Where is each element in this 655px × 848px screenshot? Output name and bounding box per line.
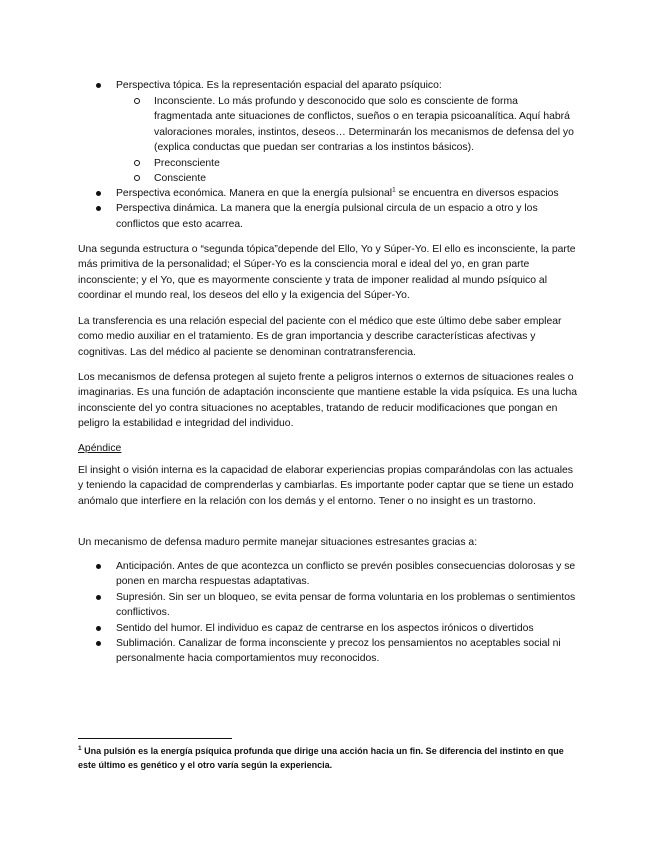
list-item-anticipacion: Anticipación. Antes de que acontezca un conflicto se prevén posibles consecuencias dolorosas y se ponen en marcha respuestas adaptativas. [116,559,578,590]
section-heading-apendice: Apéndice [78,443,122,454]
sublist-item-preconsciente: Preconsciente [154,156,574,171]
economica-text-end: se encuentra en diversos espacios [395,188,559,199]
topica-list [116,78,578,93]
list-item-dinamica: Perspectiva dinámica. La manera que la energía pulsional circula de un espacio a otro y los conflictos que esto acarrea. [116,201,578,232]
list-item-sublimacion: Sublimación. Canalizar de forma inconsciente y precoz los pensamientos no aceptables social ni personalmente hacia comportamientos muy reconocidos. [116,636,578,667]
list-item-economica [116,186,578,201]
paragraph-mecanismos: Los mecanismos de defensa protegen al sujeto frente a peligros internos o externos de situaciones reales o imaginarias. Es una función de adaptación inconsciente que mantiene estable la vida psíquica. Es una lucha inconsciente del yo contra situaciones no aceptables, tratando de reducir modificaciones que pongan en peligro la estabilidad e integridad del individuo. [78,372,578,430]
list-item-topica: Perspectiva tópica. Es la representación espacial del aparato psíquico: [116,78,578,93]
footnote-marker: 1 [78,745,82,752]
paragraph-transferencia: La transferencia es una relación especial del paciente con el médico que este último debe saber emplear como medio auxiliar en el tratamiento. Es de gran importancia y describe características afectivas y cognitivas. Las del médico al paciente se denominan contratransferencia. [78,316,562,358]
list-item-supresion: Supresión. Sin ser un bloqueo, se evita pensar de forma voluntaria en los problemas o sentimientos conflictivos. [116,590,578,621]
topica-sublist [154,94,574,186]
paragraph-insight: El insight o visión interna es la capacidad de elaborar experiencias propias comparándolas con las actuales y teniendo la capacidad de comprenderlas y cambiarlas. Es importante poder captar que se tiene un estado anómalo que interfiere en la relación con los demás y el entorno. Tener o no insight es un trastorno. [78,465,574,507]
sublist-item-consciente: Consciente [154,171,574,186]
sublist-item-inconsciente: Inconsciente. Lo más profundo y desconocido que solo es consciente de forma fragmentada ante situaciones de conflictos, sueños o en terapia psicoanalítica. Aquí habrá valoraciones morales, instintos, deseos… Determinarán los mecanismos de defensa del yo (explica conductas que puedan ser contrarias a los instintos básicos). [154,94,574,156]
footnote [78,744,578,772]
defensa-list [116,559,578,667]
economica-text: Perspectiva económica. Manera en que la energía pulsional [116,188,393,199]
footnote-divider [78,738,232,739]
paragraph-segunda-topica: Una segunda estructura o “segunda tópica”depende del Ello, Yo y Súper-Yo. El ello es inconsciente, la parte más primitiva de la personalidad; el Súper-Yo es la consciencia moral e ideal del yo, en gran parte inconsciente; y el Yo, que es mayormente consciente y trata de imponer realidad al mundo psíquico al coordinar el mundo real, los deseos del ello y la exigencia del Súper-Yo. [78,244,576,302]
perspectiva-list [116,186,578,232]
footnote-ref[interactable]: 1 [392,186,396,194]
paragraph-defensa-madura: Un mecanismo de defensa maduro permite manejar situaciones estresantes gracias a: [78,537,478,548]
footnote-text: Una pulsión es la energía psíquica profunda que dirige una acción hacia un fin. Se diferencia del instinto en que este último es genético y el otro varía según la experiencia. [78,746,564,770]
list-item-humor: Sentido del humor. El individuo es capaz de centrarse en los aspectos irónicos o divertidos [116,621,578,636]
